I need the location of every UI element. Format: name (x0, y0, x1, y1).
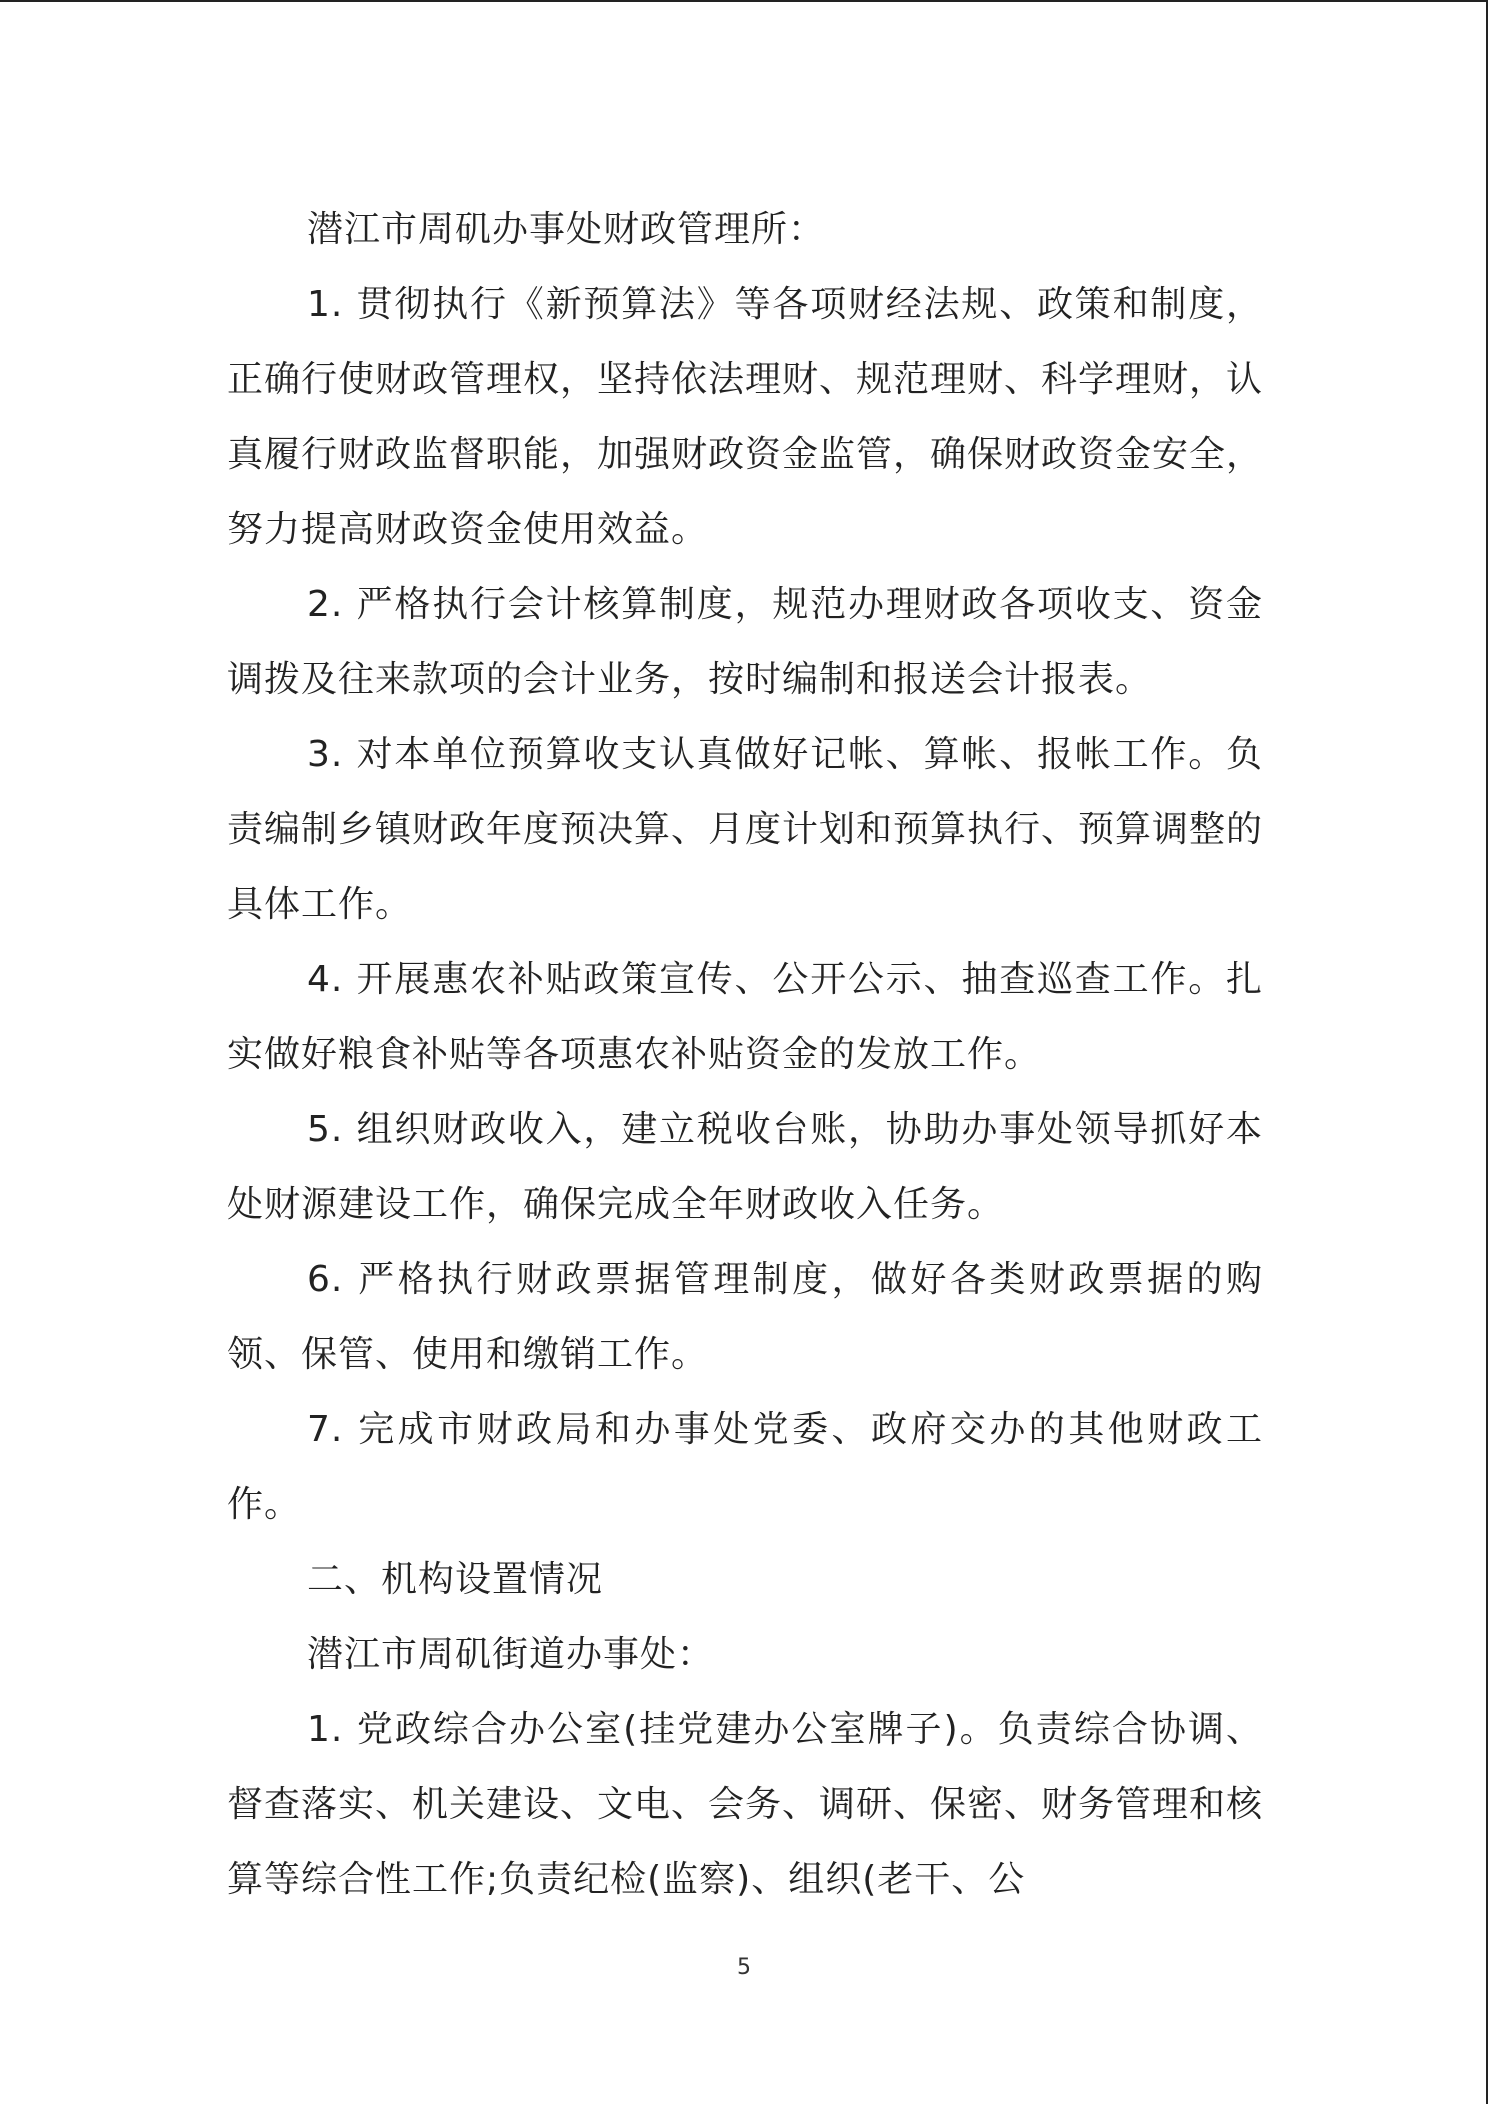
paragraph-item-1: 1. 贯彻执行《新预算法》等各项财经法规、政策和制度，正确行使财政管理权，坚持依法理财、规范理财、科学理财，认真履行财政监督职能，加强财政资金监管，确保财政资金安全，努力提高财政资金使用效益。 (227, 284, 1264, 550)
paragraph-item-7: 7. 完成市财政局和办事处党委、政府交办的其他财政工作。 (227, 1409, 1263, 1525)
paragraph-item-4: 4. 开展惠农补贴政策宣传、公开公示、抽查巡查工作。扎实做好粮食补贴等各项惠农补贴资金的发放工作。 (227, 959, 1263, 1075)
page-number: 5 (737, 1955, 751, 1980)
paragraph-heading-finance-office: 潜江市周矶办事处财政管理所： (307, 209, 826, 250)
paragraph-heading-street-office: 潜江市周矶街道办事处： (307, 1634, 715, 1675)
paragraph-org-item-1: 1. 党政综合办公室(挂党建办公室牌子)。负责综合协调、督查落实、机关建设、文电、会务、调研、保密、财务管理和核算等综合性工作;负责纪检(监察)、组织(老干、公 (227, 1709, 1264, 1900)
paragraph-item-2: 2. 严格执行会计核算制度，规范办理财政各项收支、资金调拨及往来款项的会计业务，按时编制和报送会计报表。 (227, 584, 1263, 700)
paragraph-item-5: 5. 组织财政收入，建立税收台账，协助办事处领导抓好本处财源建设工作，确保完成全年财政收入任务。 (227, 1109, 1263, 1225)
paragraph-item-3: 3. 对本单位预算收支认真做好记帐、算帐、报帐工作。负责编制乡镇财政年度预决算、月度计划和预算执行、预算调整的具体工作。 (227, 734, 1264, 925)
section-heading-organization: 二、机构设置情况 (307, 1559, 604, 1600)
document-body (227, 192, 1263, 1917)
paragraph-item-6: 6. 严格执行财政票据管理制度，做好各类财政票据的购领、保管、使用和缴销工作。 (227, 1259, 1263, 1375)
